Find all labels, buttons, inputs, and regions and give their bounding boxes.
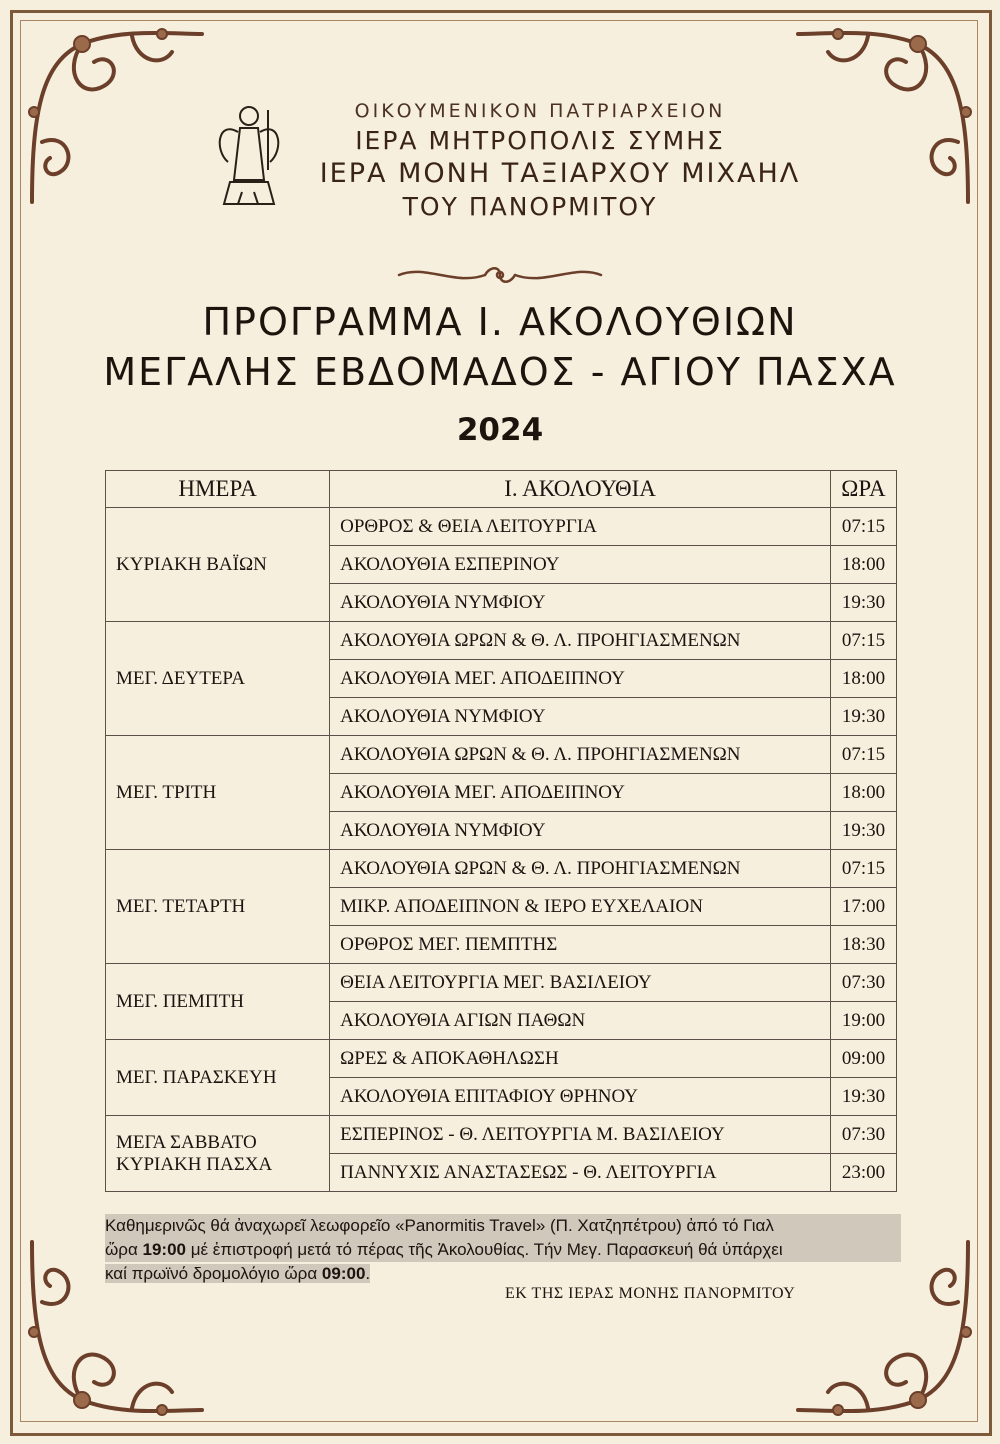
header-line-patriarchate: ΟΙΚΟΥΜΕΝΙΚΟΝ ΠΑΤΡΙΑΡΧΕΙΟΝ	[354, 100, 726, 122]
service-cell: ΑΚΟΛΟΥΘΙΑ ΝΥΜΦΙΟΥ	[330, 812, 831, 850]
bus-note-line-2	[105, 1238, 901, 1262]
service-cell: ΘΕΙΑ ΛΕΙΤΟΥΡΓΙΑ ΜΕΓ. ΒΑΣΙΛΕΙΟΥ	[330, 964, 831, 1002]
day-label-easter-sunday: ΚΥΡΙΑΚΗ ΠΑΣΧΑ	[116, 1153, 273, 1175]
bus-note-text: .	[365, 1264, 371, 1283]
day-cell: ΜΕΓ. ΤΕΤΑΡΤΗ	[106, 850, 330, 964]
column-header-day: ΗΜΕΡΑ	[106, 471, 330, 508]
table-row	[106, 850, 897, 888]
table-row	[106, 964, 897, 1002]
schedule-table	[105, 470, 897, 1192]
time-cell: 17:00	[830, 888, 896, 926]
service-cell: ΑΚΟΛΟΥΘΙΑ ΝΥΜΦΙΟΥ	[330, 698, 831, 736]
service-cell: ΑΚΟΛΟΥΘΙΑ ΩΡΩΝ & Θ. Λ. ΠΡΟΗΓΙΑΣΜΕΝΩΝ	[330, 622, 831, 660]
time-cell: 19:30	[830, 698, 896, 736]
archangel-emblem-icon	[208, 100, 290, 212]
bus-note-line-3	[105, 1262, 901, 1286]
day-cell: ΜΕΓ. ΠΕΜΠΤΗ	[106, 964, 330, 1040]
time-cell: 07:15	[830, 508, 896, 546]
time-cell: 23:00	[830, 1154, 896, 1192]
bus-note-time-evening: 19:00	[142, 1240, 186, 1259]
header-line-panormitis: ΤΟΥ ΠΑΝΟΡΜΙΤΟΥ	[402, 192, 658, 221]
bus-note-tail	[105, 1264, 370, 1283]
day-cell: ΜΕΓ. ΔΕΥΤΕΡΑ	[106, 622, 330, 736]
column-header-time: ΩΡΑ	[830, 471, 896, 508]
day-cell: ΜΕΓ. ΠΑΡΑΣΚΕΥΗ	[106, 1040, 330, 1116]
header-line-monastery: ΙΕΡΑ ΜΟΝΗ ΤΑΞΙΑΡΧΟΥ ΜΙΧΑΗΛ	[319, 158, 801, 189]
table-row	[106, 622, 897, 660]
corner-scroll-ornament-icon	[22, 22, 212, 212]
time-cell: 09:00	[830, 1040, 896, 1078]
service-cell: ΟΡΘΡΟΣ & ΘΕΙΑ ΛΕΙΤΟΥΡΓΙΑ	[330, 508, 831, 546]
time-cell: 19:30	[830, 812, 896, 850]
time-cell: 07:15	[830, 622, 896, 660]
time-cell: 19:30	[830, 584, 896, 622]
service-cell: ΑΚΟΛΟΥΘΙΑ ΜΕΓ. ΑΠΟΔΕΙΠΝΟΥ	[330, 660, 831, 698]
day-cell: ΜΕΓ. ΤΡΙΤΗ	[106, 736, 330, 850]
time-cell: 18:00	[830, 774, 896, 812]
service-cell: ΩΡΕΣ & ΑΠΟΚΑΘΗΛΩΣΗ	[330, 1040, 831, 1078]
service-cell: ΕΣΠΕΡΙΝΟΣ - Θ. ΛΕΙΤΟΥΡΓΙΑ Μ. ΒΑΣΙΛΕΙΟΥ	[330, 1116, 831, 1154]
time-cell: 18:30	[830, 926, 896, 964]
service-cell: ΑΚΟΛΟΥΘΙΑ ΩΡΩΝ & Θ. Λ. ΠΡΟΗΓΙΑΣΜΕΝΩΝ	[330, 850, 831, 888]
bus-note-line-1: Καθημερινῶς θά ἀναχωρεῖ λεωφορεῖο «Panormitis Travel» (Π. Χατζηπέτρου) ἀπό τό Γιαλ	[105, 1214, 901, 1238]
table-header-row	[106, 471, 897, 508]
bus-note-time-morning: 09:00	[321, 1264, 366, 1283]
service-cell: ΑΚΟΛΟΥΘΙΑ ΕΣΠΕΡΙΝΟΥ	[330, 546, 831, 584]
signature: ΕΚ ΤΗΣ ΙΕΡΑΣ ΜΟΝΗΣ ΠΑΝΟΡΜΙΤΟΥ	[505, 1285, 796, 1302]
service-cell: ΜΙΚΡ. ΑΠΟΔΕΙΠΝΟΝ & ΙΕΡΟ ΕΥΧΕΛΑΙΟΝ	[330, 888, 831, 926]
title-holy-week: ΜΕΓΑΛΗΣ ΕΒΔΟΜΑΔΟΣ - ΑΓΙΟΥ ΠΑΣΧΑ	[103, 350, 897, 394]
table-row	[106, 508, 897, 546]
service-cell: ΑΚΟΛΟΥΘΙΑ ΩΡΩΝ & Θ. Λ. ΠΡΟΗΓΙΑΣΜΕΝΩΝ	[330, 736, 831, 774]
bus-note-text: μέ ἐπιστροφή μετά τό πέρας τῆς Ἀκολουθίας. Τήν Μεγ. Παρασκευή θά ὑπάρχει	[185, 1240, 783, 1259]
service-cell: ΑΚΟΛΟΥΘΙΑ ΜΕΓ. ΑΠΟΔΕΙΠΝΟΥ	[330, 774, 831, 812]
time-cell: 19:00	[830, 1002, 896, 1040]
service-cell: ΟΡΘΡΟΣ ΜΕΓ. ΠΕΜΠΤΗΣ	[330, 926, 831, 964]
header-line-metropolis: ΙΕΡΑ ΜΗΤΡΟΠΟΛΙΣ ΣΥΜΗΣ	[355, 126, 725, 155]
bus-note	[105, 1214, 901, 1286]
day-cell: ΚΥΡΙΑΚΗ ΒΑΪΩΝ	[106, 508, 330, 622]
time-cell: 07:15	[830, 736, 896, 774]
title-year: 2024	[456, 412, 544, 448]
table-row	[106, 1040, 897, 1078]
bus-note-text: καί πρωϊνό δρομολόγιο ὥρα	[105, 1264, 322, 1283]
time-cell: 19:30	[830, 1078, 896, 1116]
column-header-service: Ι. ΑΚΟΛΟΥΘΙΑ	[330, 471, 831, 508]
time-cell: 07:30	[830, 1116, 896, 1154]
service-cell: ΑΚΟΛΟΥΘΙΑ ΕΠΙΤΑΦΙΟΥ ΘΡΗΝΟΥ	[330, 1078, 831, 1116]
bus-note-text: ὥρα	[105, 1240, 143, 1259]
scroll-divider-icon	[395, 262, 605, 288]
title-program: ΠΡΟΓΡΑΜΜΑ Ι. ΑΚΟΛΟΥΘΙΩΝ	[202, 300, 798, 344]
service-cell: ΠΑΝΝΥΧΙΣ ΑΝΑΣΤΑΣΕΩΣ - Θ. ΛΕΙΤΟΥΡΓΙΑ	[330, 1154, 831, 1192]
table-row	[106, 1116, 897, 1154]
time-cell: 18:00	[830, 546, 896, 584]
day-cell	[106, 1116, 330, 1192]
service-cell: ΑΚΟΛΟΥΘΙΑ ΑΓΙΩΝ ΠΑΘΩΝ	[330, 1002, 831, 1040]
table-row	[106, 736, 897, 774]
service-cell: ΑΚΟΛΟΥΘΙΑ ΝΥΜΦΙΟΥ	[330, 584, 831, 622]
time-cell: 18:00	[830, 660, 896, 698]
day-label-holy-saturday: ΜΕΓΑ ΣΑΒΒΑΤΟ	[116, 1131, 257, 1153]
time-cell: 07:30	[830, 964, 896, 1002]
time-cell: 07:15	[830, 850, 896, 888]
